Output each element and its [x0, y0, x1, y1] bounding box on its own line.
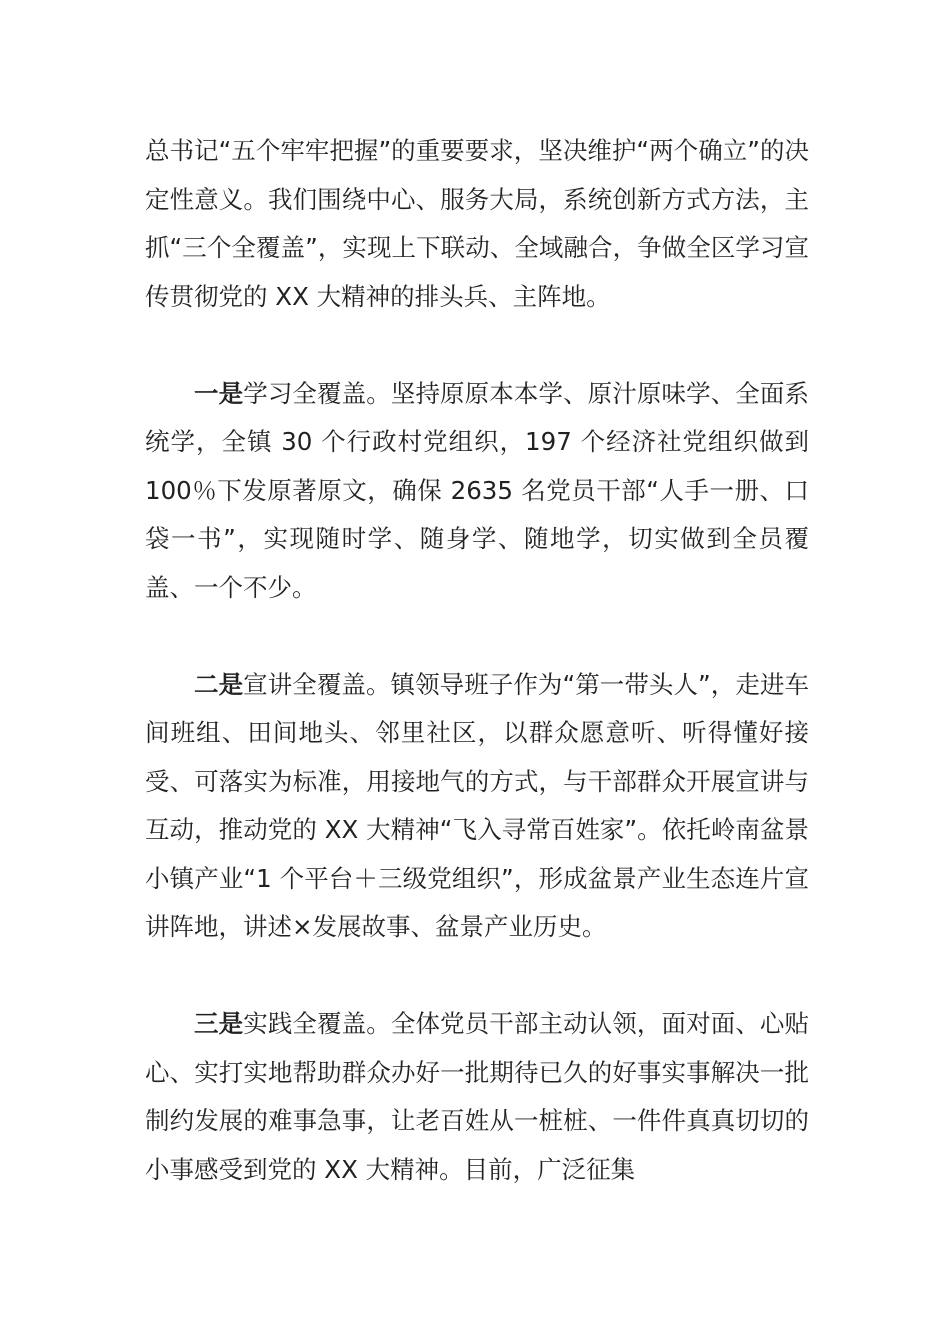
paragraph-lead: 三是 — [194, 1009, 244, 1038]
paragraph-lead: 二是 — [194, 669, 244, 699]
paragraph-intro — [145, 127, 809, 321]
paragraph-text: 宣讲全覆盖。镇领导班子作为“第一带头人”，走进车间班组、田间地头、邻里社区，以群众愿意听、听得懂好接受、可落实为标准，用接地气的方式，与干部群众开展宣讲与互动，推动党的 XX 大精神“飞入寻常百姓家”。依托岭南盆景小镇产业“1 个平台＋三级党组织”，形成盆景产业生态连片宣讲阵地，讲述×发展故事、盆景产业历史。 — [145, 669, 810, 941]
paragraph-intro-text: 总书记“五个牢牢把握”的重要要求，坚决维护“两个确立”的决定性意义。我们围绕中心、服务大局，系统创新方式方法，主抓“三个全覆盖”，实现上下联动、全域融合，争做全区学习宣传贯彻党的 XX 大精神的排头兵、主阵地。 — [145, 136, 809, 311]
paragraph-text: 实践全覆盖。全体党员干部主动认领，面对面、心贴心、实打实地帮助群众办好一批期待已久的好事实事解决一批制约发展的难事急事，让老百姓从一桩桩、一件件真真切切的小事感受到党的 XX 大精神。目前，广泛征集 — [145, 1009, 810, 1184]
paragraph-text: 学习全覆盖。坚持原原本本学、原汁原味学、全面系统学，全镇 30 个行政村党组织，197 个经济社党组织做到 100％下发原著原文，确保 2635 名党员干部“人手一册、口袋一书”，实现随时学、随身学、随地学，切实做到全员覆盖、一个不少。 — [145, 378, 810, 602]
paragraph-lecture-coverage — [145, 661, 809, 952]
paragraph-practice-coverage — [145, 1000, 809, 1194]
paragraph-lead: 一是 — [194, 378, 244, 408]
document-body — [145, 127, 809, 1194]
paragraph-study-coverage — [145, 370, 809, 613]
